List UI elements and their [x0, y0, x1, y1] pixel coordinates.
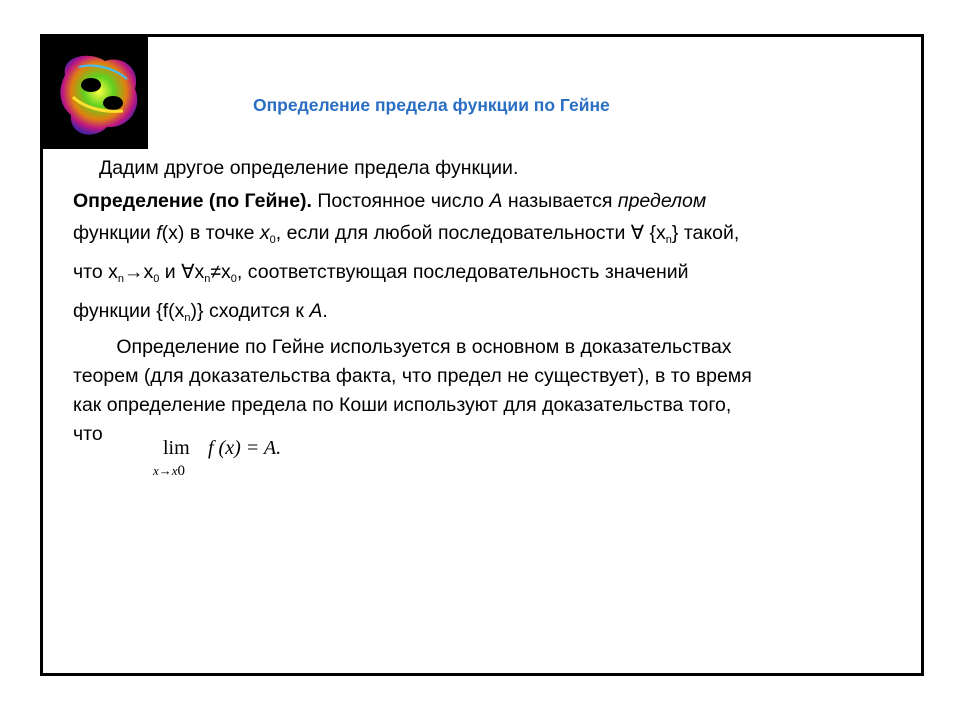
- var-x: x: [259, 222, 270, 244]
- var-f: f: [156, 222, 162, 244]
- paragraph-line: что: [73, 423, 103, 445]
- lim-subscript: [153, 463, 185, 480]
- definition-label: Определение (по Гейне).: [73, 190, 312, 212]
- paragraph-2: [73, 333, 752, 449]
- subscript: n: [204, 273, 211, 285]
- text-span: и ∀x: [159, 261, 205, 283]
- text-span: что x: [73, 261, 118, 283]
- text-span: } такой,: [671, 222, 740, 244]
- definition-line-4: [73, 295, 739, 334]
- torus-logo: [43, 37, 148, 149]
- slide-frame: [40, 34, 924, 676]
- text-span: в точке: [184, 222, 260, 244]
- paragraph-line: Определение по Гейне используется в основном в доказательствах: [73, 336, 732, 358]
- intro-text: Дадим другое определение предела функции.: [99, 157, 519, 179]
- text-span: , соответствующая последовательность значений: [236, 261, 689, 283]
- paragraph-line: как определение предела по Коши используют для доказательства того,: [73, 394, 732, 416]
- limit-word: пределом: [617, 190, 707, 212]
- text-span: )} сходится к: [190, 300, 310, 322]
- subscript: n: [665, 234, 672, 246]
- text-span: ≠x: [210, 261, 231, 283]
- lim-symbol: lim: [163, 437, 190, 459]
- text-span: , если для любой последовательности ∀ {x: [275, 222, 666, 244]
- text-span: (x): [161, 222, 185, 244]
- subscript: 0: [153, 273, 160, 285]
- definition-line-1: [73, 185, 739, 217]
- definition-line-2: [73, 217, 739, 256]
- subscript: n: [184, 312, 191, 324]
- text-span: Постоянное число: [311, 190, 490, 212]
- var-A: A: [309, 300, 323, 322]
- var-A: A: [489, 190, 503, 212]
- subscript: 0: [230, 273, 237, 285]
- subscript: 0: [177, 463, 186, 479]
- text-span: f (x) = A.: [208, 437, 282, 459]
- text-span: .: [322, 300, 328, 322]
- text-span: функции {f(x: [73, 300, 185, 322]
- subscript: 0: [269, 234, 276, 246]
- text-span: функции: [73, 222, 157, 244]
- limit-formula: [153, 437, 323, 487]
- subscript: n: [117, 273, 125, 285]
- text-span: →x: [124, 261, 154, 283]
- paragraph-line: теорем (для доказательства факта, что предел не существует), в то время: [73, 365, 752, 387]
- definition-line-3: [73, 256, 739, 295]
- formula-expression: [208, 437, 281, 460]
- slide-title: Определение предела функции по Гейне: [253, 95, 610, 115]
- text-span: называется: [502, 190, 618, 212]
- definition-block: [73, 185, 739, 334]
- text-span: x→x: [153, 463, 178, 478]
